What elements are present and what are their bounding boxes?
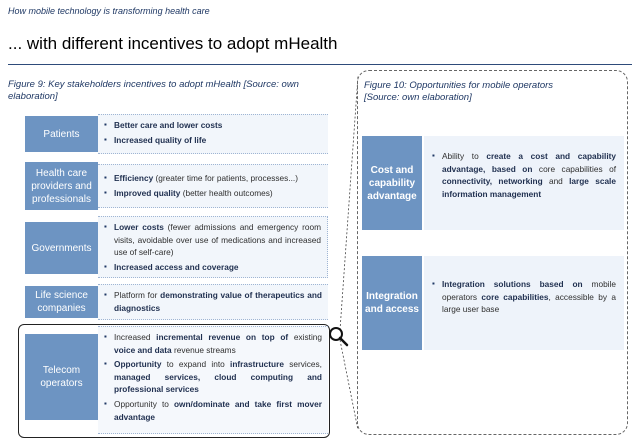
emphasis-text: Better care and lower costs [114, 120, 223, 130]
bullet-item [432, 150, 616, 200]
stakeholder-label-health-care: Health care providers and professionals [25, 162, 98, 210]
emphasis-text: incremental revenue on top of [156, 332, 289, 342]
emphasis-text: Opportunity [114, 359, 162, 370]
stakeholder-label-governments: Governments [25, 222, 98, 274]
body-text: (greater time for patients, processes...) [153, 173, 298, 183]
body-text: to expand into [161, 359, 231, 370]
emphasis-text: Improved quality [114, 187, 181, 198]
body-text: Platform for [114, 290, 161, 300]
body-text: existing [288, 332, 323, 342]
emphasis-text: large scale information management [442, 176, 616, 199]
emphasis-text: demonstrating value of therapeutics and diagnostics [114, 290, 323, 313]
figure10-caption-line1: Figure 10: Opportunities for mobile operators [364, 80, 554, 91]
body-text: mobile operators [442, 279, 616, 302]
emphasis-text: voice and data [114, 344, 172, 355]
body-text: core capabilities of [532, 163, 616, 174]
body-text: (better health outcomes) [180, 187, 273, 198]
emphasis-text: core capabilities [481, 291, 549, 302]
body-text: services, [283, 359, 322, 370]
body-text: and [542, 176, 570, 187]
body-text: Opportunity to [114, 398, 174, 409]
stakeholder-label-life-science: Life science companies [25, 286, 98, 318]
opportunity-box-cost [424, 136, 624, 230]
magnifier-icon [330, 328, 347, 345]
emphasis-text: Increased quality of life [114, 134, 207, 145]
connector-line-top [340, 76, 358, 330]
emphasis-text: Lower costs [114, 222, 164, 232]
body-text: , accessible by a large user base [442, 291, 616, 315]
header-subtitle: How mobile technology is transforming health care [8, 6, 210, 16]
stakeholder-label-patients: Patients [25, 116, 98, 152]
body-text: (fewer admissions and emergency room visits, avoidable over use of medications and increased use of self-care) [114, 222, 321, 258]
body-text: revenue streams [171, 344, 236, 355]
figure10-caption [364, 80, 553, 104]
emphasis-text: own/dominate and take first mover advantage [114, 398, 322, 422]
opportunity-label-cost: Cost and capability advantage [362, 136, 422, 230]
emphasis-text: Increased access and coverage [114, 261, 239, 272]
opportunity-box-integration [424, 256, 624, 350]
figure9-caption-line1: Figure 9: Key stakeholders incentives to adopt mHealth [Source: own [8, 79, 299, 90]
emphasis-text: infrastructure [230, 359, 284, 370]
figure9-caption-line2: elaboration] [8, 91, 58, 102]
emphasis-text: Integration solutions based on [442, 279, 583, 289]
figure10-caption-line2: [Source: own elaboration] [364, 92, 472, 103]
page-title: ... with different incentives to adopt mHealth [8, 34, 338, 53]
emphasis-text: managed services, cloud computing and professional services [114, 371, 322, 395]
bullet-item [432, 278, 616, 316]
body-text: Ability to [442, 151, 487, 161]
emphasis-text: create a cost and capability advantage, based on [442, 151, 616, 174]
body-text: Increased [114, 332, 157, 342]
connector-line-bottom [340, 340, 358, 430]
opportunity-label-integration: Integration and access [362, 256, 422, 350]
figure10-frame [357, 70, 628, 435]
emphasis-text: connectivity, networking [442, 176, 543, 187]
stakeholder-label-telecom: Telecom operators [25, 334, 98, 420]
emphasis-text: Efficiency [114, 173, 154, 183]
